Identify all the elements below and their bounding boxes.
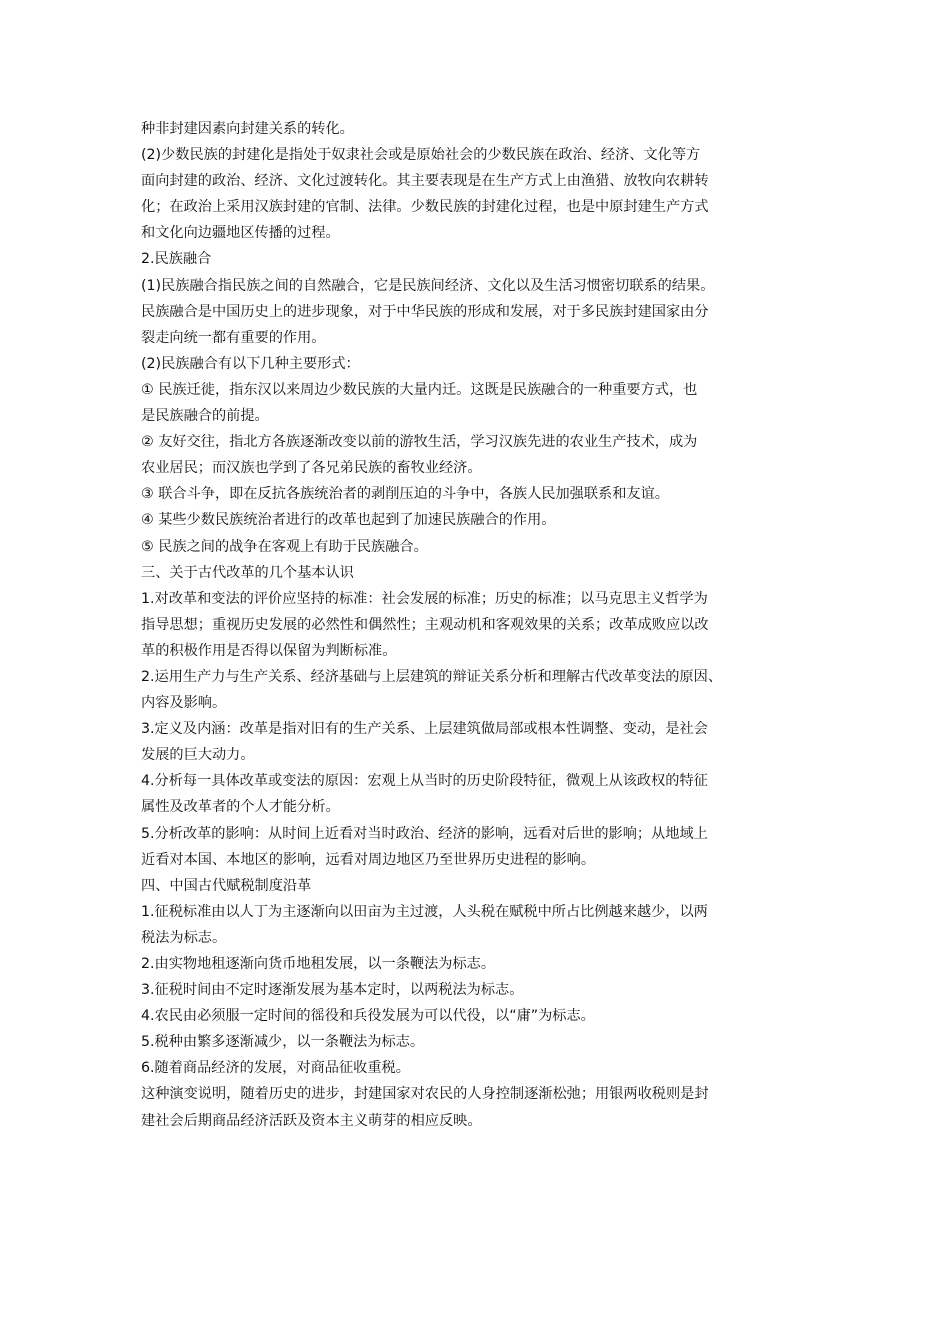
text-line: 民族融合是中国历史上的进步现象，对于中华民族的形成和发展，对于多民族封建国家由分 <box>141 303 709 320</box>
list-item: ④ 某些少数民族统治者进行的改革也起到了加速民族融合的作用。 <box>141 512 556 529</box>
list-item: 1.对改革和变法的评价应坚持的标准：社会发展的标准；历史的标准；以马克思主义哲学为 <box>141 590 708 607</box>
list-item: ② 友好交往，指北方各族逐渐改变以前的游牧生活，学习汉族先进的农业生产技术，成为 <box>141 434 698 451</box>
text-line: 指导思想；重视历史发展的必然性和偶然性；主观动机和客观效果的关系；改革成败应以改 <box>141 616 709 633</box>
list-item: 3.定义及内涵：改革是指对旧有的生产关系、上层建筑做局部或根本性调整、变动，是社会 <box>141 721 708 738</box>
list-item: 4.分析每一具体改革或变法的原因：宏观上从当时的历史阶段特征，微观上从该政权的特征 <box>141 773 708 790</box>
text-line: 农业居民；而汉族也学到了各兄弟民族的畜牧业经济。 <box>141 460 482 477</box>
list-item: 2.运用生产力与生产关系、经济基础与上层建筑的辩证关系分析和理解古代改革变法的原因、 <box>141 668 723 685</box>
text-line: (2)少数民族的封建化是指处于奴隶社会或是原始社会的少数民族在政治、经济、文化等方 <box>141 147 701 164</box>
list-item: 4.农民由必须服一定时间的徭役和兵役发展为可以代役，以“庸”为标志。 <box>141 1008 595 1025</box>
text-line: 是民族融合的前提。 <box>141 408 269 425</box>
text-line: 裂走向统一都有重要的作用。 <box>141 329 326 346</box>
text-line: 面向封建的政治、经济、文化过渡转化。其主要表现是在生产方式上由渔猎、放牧向农耕转 <box>141 173 709 190</box>
section-heading: 三、关于古代改革的几个基本认识 <box>141 564 354 581</box>
list-item: 1.征税标准由以人丁为主逐渐向以田亩为主过渡，人头税在赋税中所占比例越来越少，以两 <box>141 903 708 920</box>
list-item: 6.随着商品经济的发展，对商品征收重税。 <box>141 1060 410 1077</box>
list-item: 3.征税时间由不定时逐渐发展为基本定时，以两税法为标志。 <box>141 982 524 999</box>
text-line: 这种演变说明，随着历史的进步，封建国家对农民的人身控制逐渐松弛；用银两收税则是封 <box>141 1086 709 1103</box>
text-line: 近看对本国、本地区的影响，远看对周边地区乃至世界历史进程的影响。 <box>141 851 596 868</box>
text-line: 建社会后期商品经济活跃及资本主义萌芽的相应反映。 <box>141 1112 482 1129</box>
text-line: 和文化向边疆地区传播的过程。 <box>141 225 340 242</box>
text-line: 发展的巨大动力。 <box>141 747 255 764</box>
list-item: ⑤ 民族之间的战争在客观上有助于民族融合。 <box>141 538 428 555</box>
list-item: 5.分析改革的影响：从时间上近看对当时政治、经济的影响，远看对后世的影响；从地域上 <box>141 825 708 842</box>
text-line: 种非封建因素向封建关系的转化。 <box>141 121 354 137</box>
text-line: 属性及改革者的个人才能分析。 <box>141 799 340 816</box>
text-line: (2)民族融合有以下几种主要形式： <box>141 355 360 372</box>
text-line: (1)民族融合指民族之间的自然融合，它是民族间经济、文化以及生活习惯密切联系的结果。 <box>141 277 715 294</box>
text-line: 革的积极作用是否得以保留为判断标准。 <box>141 642 397 659</box>
text-line: 内容及影响。 <box>141 695 227 712</box>
list-item: ① 民族迁徙，指东汉以来周边少数民族的大量内迁。这既是民族融合的一种重要方式，也 <box>141 381 698 398</box>
text-line: 化；在政治上采用汉族封建的官制、法律。少数民族的封建化过程，也是中原封建生产方式 <box>141 199 709 216</box>
list-item: 5.税种由繁多逐渐减少，以一条鞭法为标志。 <box>141 1034 425 1051</box>
section-heading: 2.民族融合 <box>141 251 212 268</box>
section-heading: 四、中国古代赋税制度沿革 <box>141 877 312 894</box>
document-body <box>141 116 821 1134</box>
list-item: ③ 联合斗争，即在反抗各族统治者的剥削压迫的斗争中，各族人民加强联系和友谊。 <box>141 486 669 503</box>
list-item: 2.由实物地租逐渐向货币地租发展，以一条鞭法为标志。 <box>141 956 496 972</box>
text-line: 税法为标志。 <box>141 929 227 946</box>
